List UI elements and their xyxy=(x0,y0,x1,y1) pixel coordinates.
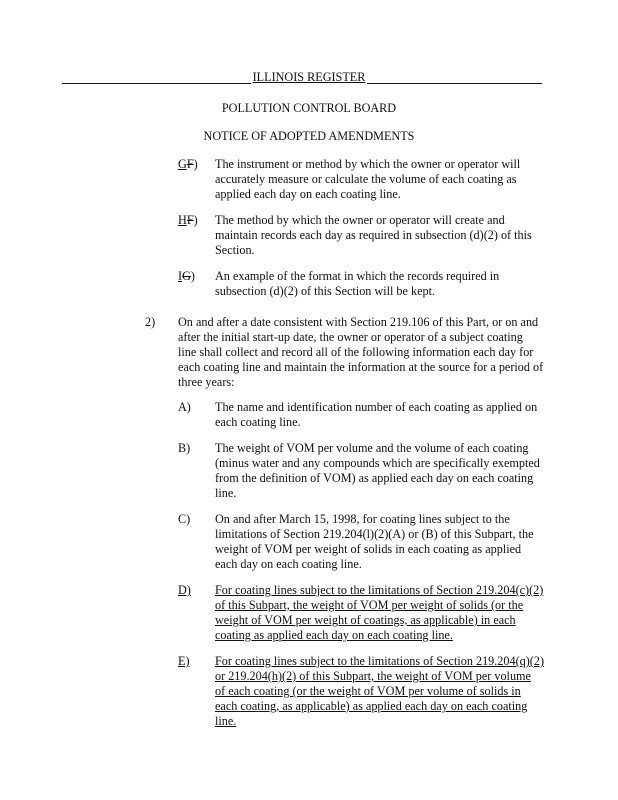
paragraph-text xyxy=(215,512,534,572)
label-end: ) xyxy=(190,269,195,283)
label-end: ) xyxy=(193,213,198,227)
text-line: line. xyxy=(215,714,237,728)
label-old: F xyxy=(186,213,194,227)
label-new: H xyxy=(178,213,187,227)
board-title: POLLUTION CONTROL BOARD xyxy=(221,101,397,115)
text-line: accurately measure or calculate the volume of each coating as xyxy=(215,172,517,186)
section-label: 2) xyxy=(145,315,156,329)
text-line: For coating lines subject to the limitations of Section 219.204(q)(2) xyxy=(215,654,545,668)
text-line: weight of VOM per weight of solids in each coating as applied xyxy=(215,542,522,556)
subitem-label: D) xyxy=(178,583,191,597)
text-line: For coating lines subject to the limitations of Section 219.204(c)(2) xyxy=(215,583,544,597)
text-line: applied each day on each coating line. xyxy=(215,187,401,201)
paragraph-text xyxy=(215,269,499,299)
text-line: An example of the format in which the records required in xyxy=(215,269,500,283)
text-line: (minus water and any compounds which are specifically exempted xyxy=(215,456,540,470)
text-line: coating as applied each day on each coating line. xyxy=(215,628,453,642)
register-title: ILLINOIS REGISTER xyxy=(252,70,366,84)
text-line: each coating line. xyxy=(215,415,301,429)
item-label xyxy=(178,157,198,172)
text-line: limitations of Section 219.204(l)(2)(A) or (B) of this Subpart, the xyxy=(215,527,534,541)
paragraph-text xyxy=(215,213,532,258)
subitem-label: B) xyxy=(178,441,191,455)
paragraph-text xyxy=(215,157,520,202)
item-label xyxy=(178,213,198,228)
text-line: after the initial start-up date, the owner or operator of a subject coating xyxy=(178,330,523,344)
text-line: On and after March 15, 1998, for coating lines subject to the xyxy=(215,512,510,526)
text-line: maintain records each day as required in subsection (d)(2) of this xyxy=(215,228,532,242)
paragraph-text xyxy=(178,315,543,390)
text-line: each coating line and maintain the information at the source for a period of xyxy=(178,360,544,374)
paragraph-text xyxy=(215,583,543,643)
text-line: line. xyxy=(215,486,237,500)
text-line: subsection (d)(2) of this Section will be kept. xyxy=(215,284,436,298)
text-line: Section. xyxy=(215,243,255,257)
paragraph-text xyxy=(215,441,540,501)
text-line: line shall collect and record all of the following information each day for xyxy=(178,345,534,359)
text-line: of each coating (or the weight of VOM per volume of solids in xyxy=(215,684,521,698)
text-line: The name and identification number of each coating as applied on xyxy=(215,400,538,414)
label-old: F xyxy=(186,157,194,171)
text-line: The instrument or method by which the owner or operator will xyxy=(215,157,521,171)
item-label xyxy=(178,269,195,284)
text-line: from the definition of VOM) as applied each day on each coating xyxy=(215,471,534,485)
label-new: G xyxy=(178,157,187,171)
label-old: G xyxy=(182,269,191,283)
subitem-label: A) xyxy=(178,400,191,414)
notice-title: NOTICE OF ADOPTED AMENDMENTS xyxy=(203,129,415,143)
paragraph-text xyxy=(215,400,537,430)
subitem-label: E) xyxy=(178,654,190,668)
text-line: The weight of VOM per volume and the volume of each coating xyxy=(215,441,529,455)
text-line: The method by which the owner or operator will create and xyxy=(215,213,505,227)
text-line: or 219.204(h)(2) of this Subpart, the weight of VOM per volume xyxy=(215,669,531,683)
label-new: I xyxy=(178,269,183,283)
text-line: three years: xyxy=(178,375,235,389)
paragraph-text xyxy=(215,654,544,729)
text-line: weight of VOM per weight of coatings, as applicable) in each xyxy=(215,613,516,627)
subitem-label: C) xyxy=(178,512,191,526)
text-line: each coating, as applicable) as applied each day on each coating xyxy=(215,699,528,713)
text-line: each day on each coating line. xyxy=(215,557,362,571)
text-line: On and after a date consistent with Section 219.106 of this Part, or on and xyxy=(178,315,539,329)
label-end: ) xyxy=(193,157,198,171)
text-line: of this Subpart, the weight of VOM per weight of solids (or the xyxy=(215,598,524,612)
